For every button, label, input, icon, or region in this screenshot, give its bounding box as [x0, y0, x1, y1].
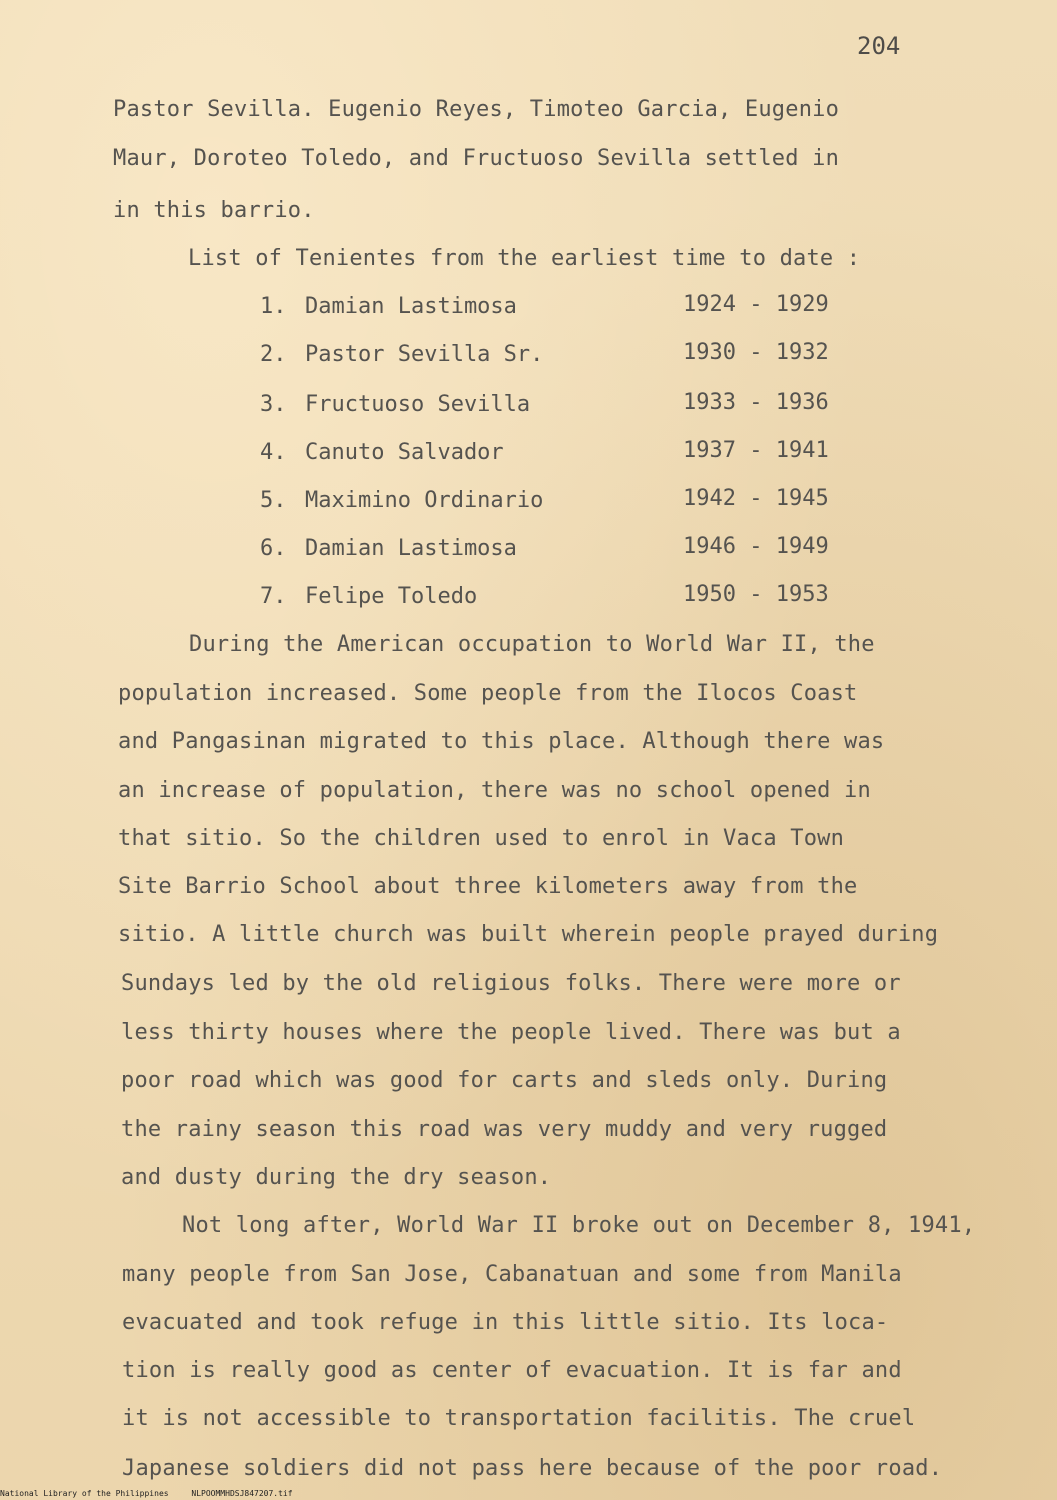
footer-file-id: NLPOOMMHDSJ847207.tif: [191, 1489, 293, 1498]
paragraph-line: it is not accessible to transportation facilitis. The cruel: [122, 1406, 916, 1431]
paragraph-line: less thirty houses where the people lived. There was but a: [121, 1020, 901, 1045]
paragraph-line: that sitio. So the children used to enrol in Vaca Town: [118, 826, 845, 851]
list-item-years: 1924 - 1929: [683, 292, 829, 317]
list-item-number: 6.: [260, 536, 287, 561]
list-item-years: 1950 - 1953: [683, 582, 829, 607]
paragraph-line: many people from San Jose, Cabanatuan and some from Manila: [122, 1262, 902, 1287]
list-item-years: 1942 - 1945: [683, 486, 829, 511]
list-item-years: 1946 - 1949: [683, 534, 829, 559]
list-item-number: 5.: [260, 488, 287, 513]
list-item-number: 4.: [260, 440, 287, 465]
list-item-name: Pastor Sevilla Sr.: [305, 342, 544, 367]
paragraph-line: and Pangasinan migrated to this place. Although there was: [118, 729, 885, 754]
list-item-number: 7.: [260, 584, 287, 609]
paragraph-line: and dusty during the dry season.: [121, 1165, 552, 1190]
list-item-years: 1937 - 1941: [683, 438, 829, 463]
paragraph-line: Site Barrio School about three kilometers away from the: [118, 874, 858, 899]
intro-line: Pastor Sevilla. Eugenio Reyes, Timoteo Garcia, Eugenio: [113, 97, 840, 122]
paragraph-line: poor road which was good for carts and sleds only. During: [121, 1068, 888, 1093]
scan-footer: [0, 1489, 311, 1498]
paragraph-line: population increased. Some people from the Ilocos Coast: [118, 681, 858, 706]
paragraph-line: Japanese soldiers did not pass here because of the poor road.: [122, 1456, 943, 1481]
paragraph-line: sitio. A little church was built wherein people prayed during: [118, 922, 939, 947]
paragraph-line: evacuated and took refuge in this little sitio. Its loca-: [122, 1310, 889, 1335]
intro-line: in this barrio.: [113, 198, 315, 223]
list-item-number: 3.: [260, 392, 287, 417]
footer-library: National Library of the Philippines: [0, 1489, 169, 1498]
list-item-name: Maximino Ordinario: [305, 488, 544, 513]
list-item-name: Damian Lastimosa: [305, 294, 517, 319]
paragraph-line: Sundays led by the old religious folks. There were more or: [121, 971, 901, 996]
intro-line: Maur, Doroteo Toledo, and Fructuoso Sevilla settled in: [113, 146, 840, 171]
list-item-name: Fructuoso Sevilla: [305, 392, 531, 417]
list-item-number: 1.: [260, 294, 287, 319]
paragraph-line: Not long after, World War II broke out on December 8, 1941,: [182, 1213, 976, 1238]
list-item-years: 1930 - 1932: [683, 340, 829, 365]
list-item-name: Canuto Salvador: [305, 440, 504, 465]
list-heading: List of Tenientes from the earliest time to date :: [188, 246, 861, 271]
paragraph-line: During the American occupation to World War II, the: [189, 632, 875, 657]
page-number: 204: [857, 32, 901, 60]
paragraph-line: the rainy season this road was very muddy and very rugged: [121, 1117, 888, 1142]
list-item-number: 2.: [260, 342, 287, 367]
list-item-name: Felipe Toledo: [305, 584, 478, 609]
paragraph-line: an increase of population, there was no school opened in: [118, 778, 871, 803]
list-item-years: 1933 - 1936: [683, 390, 829, 415]
paragraph-line: tion is really good as center of evacuation. It is far and: [122, 1358, 902, 1383]
list-item-name: Damian Lastimosa: [305, 536, 517, 561]
